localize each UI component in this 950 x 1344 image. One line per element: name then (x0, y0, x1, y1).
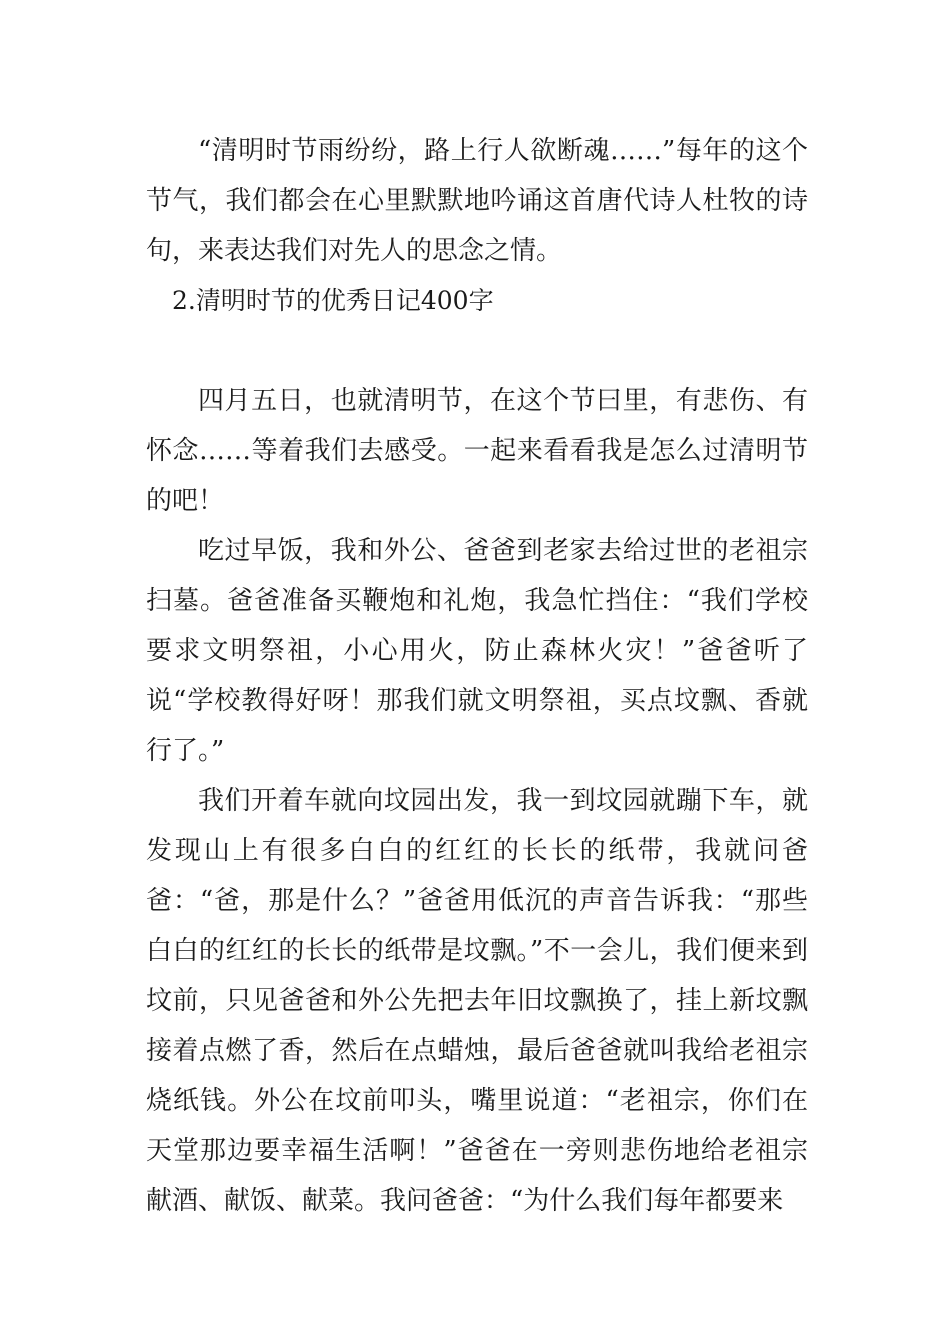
diary-body (146, 376, 808, 1226)
heading-section (146, 276, 808, 326)
body-paragraph: 吃过早饭，我和外公、爸爸到老家去给过世的老祖宗扫墓。爸爸准备买鞭炮和礼炮，我急忙挡住：“我们学校要求文明祭祖，小心用火，防止森林火灾！”爸爸听了说“学校教得好呀！那我们就文明祭祖，买点坟飘、香就行了。” (146, 536, 808, 766)
section-heading: 2.清明时节的优秀日记400字 (172, 286, 494, 315)
body-paragraph: 我们开着车就向坟园出发，我一到坟园就蹦下车，就发现山上有很多白白的红红的长长的纸带，我就问爸爸：“爸，那是什么？”爸爸用低沉的声音告诉我：“那些白白的红红的长长的纸带是坟飘。”不一会儿，我们便来到坟前，只见爸爸和外公先把去年旧坟飘换了，挂上新坟飘接着点燃了香，然后在点蜡烛，最后爸爸就叫我给老祖宗烧纸钱。外公在坟前叩头，嘴里说道：“老祖宗，你们在天堂那边要幸福生活啊！”爸爸在一旁则悲伤地给老祖宗献酒、献饭、献菜。我问爸爸：“为什么我们每年都要来 (146, 786, 808, 1216)
intro-section (146, 126, 808, 276)
body-paragraph: 四月五日，也就清明节，在这个节曰里，有悲伤、有怀念……等着我们去感受。一起来看看我是怎么过清明节的吧！ (146, 386, 808, 516)
intro-paragraph: “清明时节雨纷纷，路上行人欲断魂……”每年的这个节气，我们都会在心里默默地吟诵这首唐代诗人杜牧的诗句，来表达我们对先人的思念之情。 (146, 136, 808, 266)
